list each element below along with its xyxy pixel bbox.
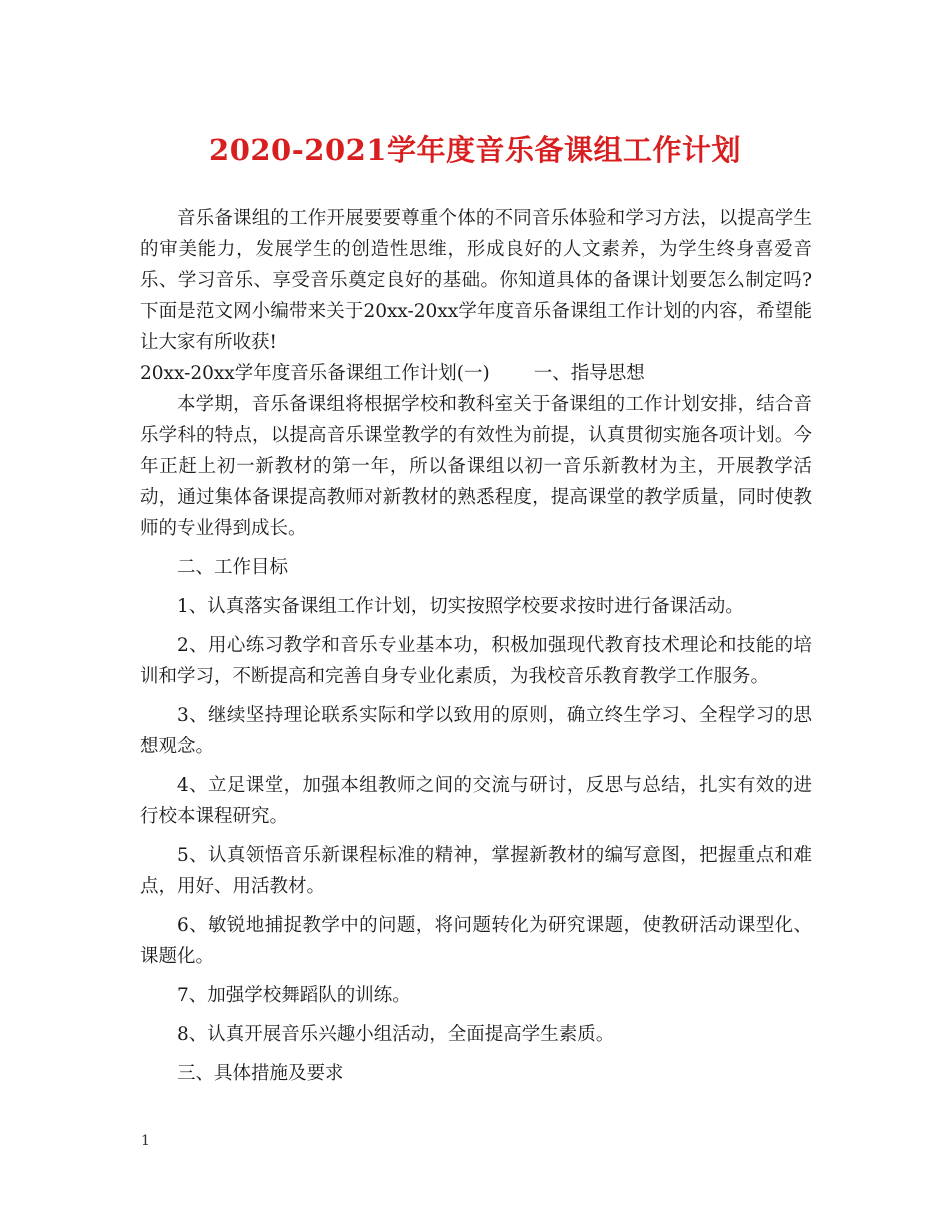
document-title: 2020-2021学年度音乐备课组工作计划: [209, 133, 741, 167]
goal-item-5: 5、认真领悟音乐新课程标准的精神，掌握新教材的编写意图，把握重点和难点，用好、用活教材。: [140, 845, 812, 897]
goal-item-8: 8、认真开展音乐兴趣小组活动，全面提高学生素质。: [177, 1024, 615, 1045]
page-number: 1: [141, 1133, 150, 1149]
intro-paragraph: 音乐备课组的工作开展要要尊重个体的不同音乐体验和学习方法，以提高学生的审美能力，发展学生的创造性思维，形成良好的人文素养，为学生终身喜爱音乐、学习音乐、享受音乐奠定良好的基础。你知道具体的备课计划要怎么制定吗?下面是范文网小编带来关于20xx-20xx学年度音乐备课组工作计划的内容，希望能让大家有所收获!: [140, 208, 812, 353]
goal-item-3: 3、继续坚持理论联系实际和学以致用的原则，确立终生学习、全程学习的思想观念。: [140, 705, 812, 757]
section-heading-3: 三、具体措施及要求: [177, 1063, 344, 1084]
goal-item-7: 7、加强学校舞蹈队的训练。: [177, 985, 411, 1006]
section-1-body: 本学期，音乐备课组将根据学校和教科室关于备课组的工作计划安排，结合音乐学科的特点，以提高音乐课堂教学的有效性为前提，认真贯彻实施各项计划。今年正赶上初一新教材的第一年，所以备课组以初一音乐新教材为主，开展教学活动，通过集体备课提高教师对新教材的熟悉程度，提高课堂的教学质量，同时使教师的专业得到成长。: [140, 394, 812, 539]
section-heading-1: 一、指导思想: [533, 363, 645, 384]
section-heading-2: 二、工作目标: [177, 557, 289, 578]
goal-item-1: 1、认真落实备课组工作计划，切实按照学校要求按时进行备课活动。: [177, 596, 744, 617]
goal-item-6: 6、敏锐地捕捉教学中的问题，将问题转化为研究课题，使教研活动课型化、课题化。: [140, 915, 812, 967]
subtitle-line: [140, 358, 812, 389]
document-body: [140, 203, 812, 1089]
goal-item-2: 2、用心练习教学和音乐专业基本功，积极加强现代教育技术理论和技能的培训和学习，不断提高和完善自身专业化素质，为我校音乐教育教学工作服务。: [140, 635, 812, 687]
plan-subtitle: 20xx-20xx学年度音乐备课组工作计划(一): [140, 363, 490, 384]
goal-item-4: 4、立足课堂，加强本组教师之间的交流与研讨，反思与总结，扎实有效的进行校本课程研究。: [140, 775, 812, 827]
